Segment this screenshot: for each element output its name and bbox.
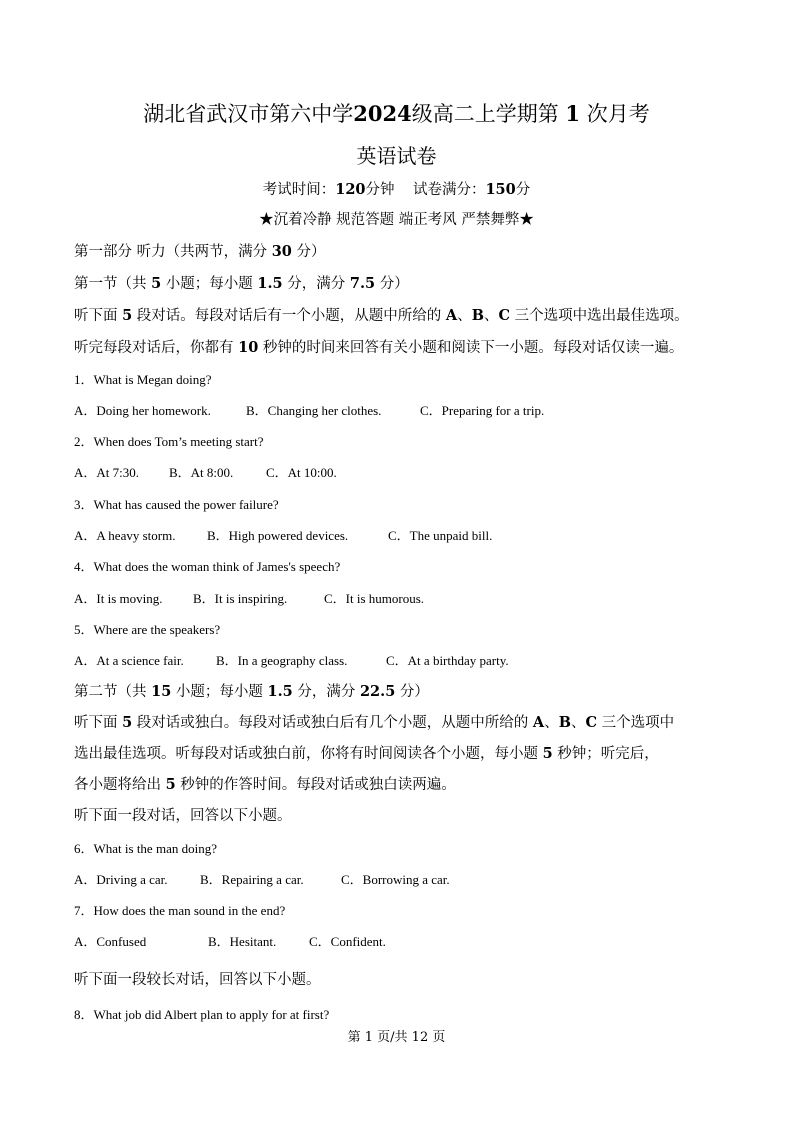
option-a: A．Doing her homework. [74, 403, 211, 418]
s1i1-0: 听下面 [74, 308, 123, 324]
s1h-5: 7.5 [349, 275, 376, 292]
option-b: B．It is inspiring. [193, 591, 288, 606]
s2i2-1: 5 [542, 745, 553, 762]
option-c: C．Borrowing a car. [341, 872, 450, 887]
s2i1-3: A [532, 714, 545, 731]
option-b: B．High powered devices. [207, 528, 349, 543]
question-4: 4．What does the woman think of James's speech? [74, 559, 341, 574]
s2i1-8: 三个选项中 [597, 715, 675, 731]
s2h-5: 22.5 [359, 683, 396, 700]
s1i1-7: C [498, 307, 510, 324]
s1i1-8: 三个选项中选出最佳选项。 [510, 308, 689, 324]
s1i1-6: 、 [483, 308, 499, 324]
s1h-1: 5 [151, 275, 162, 292]
s2i3-0: 各小题将给出 [74, 777, 166, 793]
s1h-3: 1.5 [257, 275, 283, 292]
s2i1-7: C [585, 714, 597, 731]
option-a: A．Confused [74, 934, 147, 949]
s2i3-1: 5 [165, 776, 176, 793]
option-b: B．At 8:00. [169, 465, 234, 480]
s2i1-0: 听下面 [74, 715, 123, 731]
options-7 [74, 931, 386, 950]
s1i1-5: B [471, 307, 484, 324]
option-b: B．Hesitant. [208, 934, 277, 949]
s2h-0: 第二节（共 [74, 684, 152, 700]
score-value: 150 [485, 181, 516, 198]
s1i2-1: 10 [238, 339, 259, 356]
title-year: 2024 [353, 101, 412, 126]
s1h-6: 分） [375, 276, 409, 292]
option-a: A．It is moving. [74, 591, 163, 606]
question-5: 5．Where are the speakers? [74, 622, 221, 637]
s2h-2: 小题；每小题 [171, 684, 268, 700]
section2-heading [74, 680, 429, 701]
option-a: A．A heavy storm. [74, 528, 176, 543]
s1i2-0: 听完每段对话后，你都有 [74, 340, 239, 356]
s2i1-1: 5 [122, 714, 133, 731]
question-3: 3．What has caused the power failure? [74, 497, 279, 512]
option-c: C．At a birthday party. [386, 653, 509, 668]
s2i2-0: 选出最佳选项。听每段对话或独白前，你将有时间阅读各个小题，每小题 [74, 746, 543, 762]
question-8: 8．What job did Albert plan to apply for at first? [74, 1007, 330, 1022]
title-mid: 级高二上学期第 [411, 102, 559, 126]
options-3 [74, 525, 492, 544]
question-7: 7．How does the man sound in the end? [74, 903, 286, 918]
time-unit: 分钟 [365, 182, 395, 198]
option-b: B．Changing her clothes. [246, 403, 382, 418]
time-label: 考试时间： [262, 182, 336, 198]
question-6: 6．What is the man doing? [74, 841, 217, 856]
s1i2-2: 秒钟的时间来回答有关小题和阅读下一小题。每段对话仅读一遍。 [258, 340, 684, 356]
part1-heading-num: 30 [271, 243, 292, 260]
s1i1-1: 5 [122, 307, 133, 324]
dialog-instruction-1: 听下面一段对话，回答以下小题。 [74, 808, 292, 824]
time-value: 120 [335, 181, 366, 198]
options-1 [74, 400, 544, 419]
section2-instruction-2 [74, 742, 659, 763]
s1i1-3: A [445, 307, 458, 324]
section2-instruction-3 [74, 773, 456, 794]
s2i3-2: 秒钟的作答时间。每段对话或独白读两遍。 [175, 777, 456, 793]
option-b: B．In a geography class. [216, 653, 348, 668]
options-4 [74, 588, 424, 607]
score-unit: 分 [515, 182, 531, 198]
option-c: C．Confident. [309, 934, 386, 949]
dialog-instruction-2: 听下面一段较长对话，回答以下小题。 [74, 972, 321, 988]
option-a: A．Driving a car. [74, 872, 168, 887]
option-a: A．At a science fair. [74, 653, 184, 668]
s2i1-4: 、 [544, 715, 559, 731]
exam-time-score [0, 178, 793, 199]
s2i1-6: 、 [570, 715, 586, 731]
option-c: C．The unpaid bill. [388, 528, 493, 543]
section1-instruction-1 [74, 304, 689, 325]
option-c: C．Preparing for a trip. [420, 403, 545, 418]
option-a: A．At 7:30. [74, 465, 140, 480]
title-post: 次月考 [586, 102, 650, 126]
s2i1-5: B [558, 714, 571, 731]
options-2 [74, 462, 337, 481]
part1-heading-post: 分） [296, 244, 326, 260]
title-pre: 湖北省武汉市第六中学 [143, 102, 354, 126]
title-num: 1 [565, 101, 581, 126]
exam-motto: ★沉着冷静 规范答题 端正考风 严禁舞弊★ [259, 212, 534, 228]
s2h-3: 1.5 [267, 683, 293, 700]
options-5 [74, 650, 509, 669]
options-6 [74, 869, 450, 888]
s2h-1: 15 [151, 683, 172, 700]
option-c: C．At 10:00. [266, 465, 337, 480]
s2i2-2: 秒钟；听完后， [552, 746, 659, 762]
option-c: C．It is humorous. [324, 591, 425, 606]
option-b: B．Repairing a car. [200, 872, 304, 887]
s1h-4: 分，满分 [282, 276, 350, 292]
s2h-4: 分，满分 [292, 684, 360, 700]
question-2: 2．When does Tom’s meeting start? [74, 434, 264, 449]
page-footer: 第 1 页/共 12 页 [347, 1030, 446, 1045]
score-label: 试卷满分： [412, 182, 486, 198]
exam-subject: 英语试卷 [356, 144, 437, 168]
exam-title [0, 98, 793, 128]
question-1: 1．What is Megan doing? [74, 372, 212, 387]
s1i1-2: 段对话。每段对话后有一个小题，从题中所给的 [132, 308, 446, 324]
s2h-6: 分） [395, 684, 429, 700]
section1-instruction-2 [74, 336, 683, 357]
section1-heading [74, 272, 409, 293]
section2-instruction-1 [74, 711, 674, 732]
s2i1-2: 段对话或独白。每段对话或独白后有几个小题，从题中所给的 [132, 715, 533, 731]
part1-heading-pre: 第一部分 听力（共两节，满分 [74, 244, 268, 260]
s1h-2: 小题；每小题 [161, 276, 258, 292]
s1h-0: 第一节（共 [74, 276, 152, 292]
part1-heading [74, 240, 326, 261]
s1i1-4: 、 [457, 308, 472, 324]
